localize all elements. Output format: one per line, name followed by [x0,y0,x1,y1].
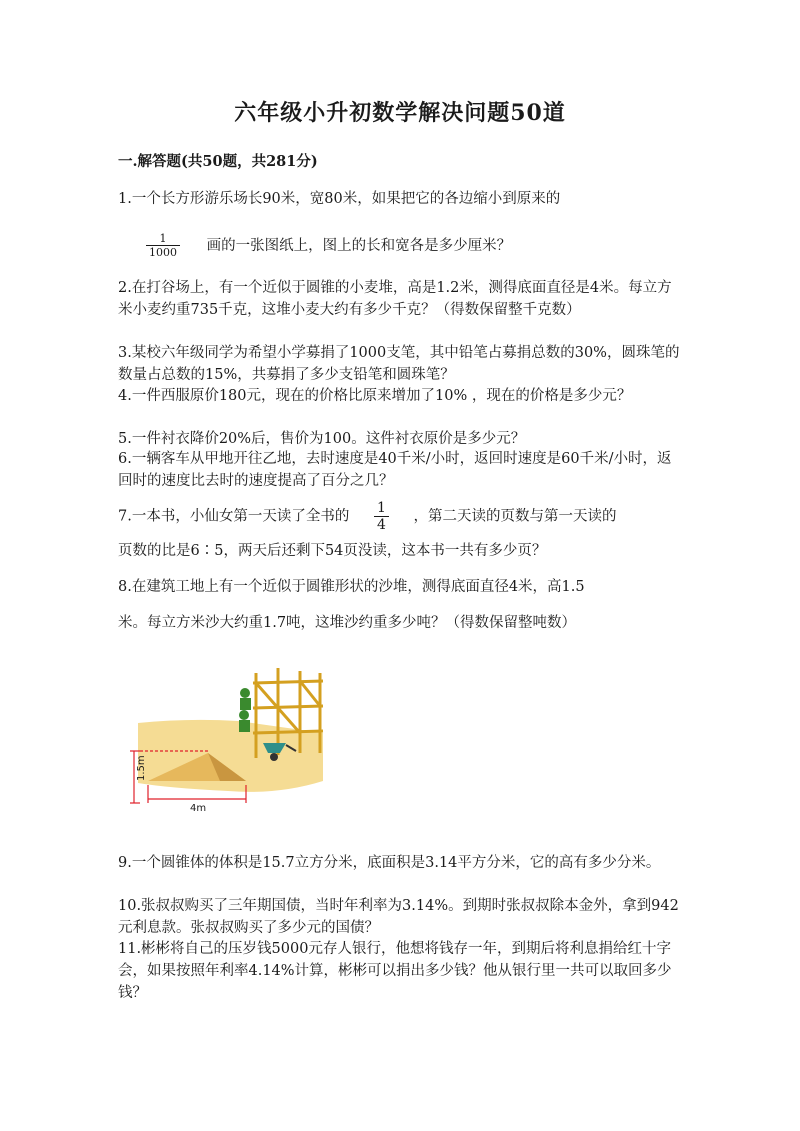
fraction-1-1000 [146,232,180,259]
question-9: 9.一个圆锥体的体积是15.7立方分米，底面积是3.14平方分米，它的高有多少分米。 [118,855,661,871]
question-10: 10.张叔叔购买了三年期国债，当时年利率为3.14%。到期时张叔叔除本金外，拿到942元利息款。张叔叔购买了多少元的国债？ [118,898,679,936]
page-title: 六年级小升初数学解决问题50道 [234,100,566,126]
width-label: 4m [190,803,207,813]
question-7-part2: ，第二天读的页数与第一天读的 [413,508,617,525]
question-1-line2 [140,232,511,259]
workers [239,688,251,732]
fraction-1-4 [374,500,389,533]
question-11: 11.彬彬将自己的压岁钱5000元存人银行，他想将钱存一年，到期后将利息捐给红十字会，如果按照年利率4.14%计算，彬彬可以捐出多少钱？他从银行里一共可以取回多少钱？ [118,941,672,1001]
fraction-denominator: 1000 [146,245,180,259]
question-7-part1: 7.一本书，小仙女第一天读了全书的 [118,508,350,525]
question-8-line2: 米。每立方米沙大约重1.7吨，这堆沙约重多少吨？（得数保留整吨数） [118,615,577,631]
question-2: 2.在打谷场上，有一个近似于圆锥的小麦堆，高是1.2米，测得底面直径是4米。每立方米小麦约重735千克，这堆小麦大约有多少千克？（得数保留整千克数） [118,280,672,318]
question-6: 6.一辆客车从甲地开往乙地，去时速度是40千米/小时，返回时速度是60千米/小时，返回时的速度比去时的速度提高了百分之几？ [118,451,672,489]
question-7-line2: 页数的比是6∶5，两天后还剩下54页没读，这本书一共有多少页？ [118,543,547,559]
height-label: 1.5m [136,755,147,781]
question-3: 3.某校六年级同学为希望小学募捐了1000支笔，其中铅笔占募捐总数的30%，圆珠笔的数量占总数的15%，共募捐了多少支铅笔和圆珠笔？ [118,345,680,383]
sand-pile-figure [128,663,328,813]
fraction-numerator: 1 [376,500,386,516]
question-8-line1: 8.在建筑工地上有一个近似于圆锥形状的沙堆，测得底面直径4米，高1.5 [118,579,585,595]
fraction-numerator: 1 [159,232,167,245]
fraction-denominator: 4 [374,516,389,533]
question-4: 4.一件西服原价180元，现在的价格比原来增加了10% ，现在的价格是多少元？ [118,388,632,404]
question-1-line1: 1.一个长方形游乐场长90米，宽80米，如果把它的各边缩小到原来的 [118,191,561,207]
question-1-text: 画的一张图纸上，图上的长和宽各是多少厘米？ [206,237,512,254]
section-heading: 一.解答题(共50题，共281分) [118,153,318,170]
question-5: 5.一件衬衣降价20%后，售价为100。这件衬衣原价是多少元？ [118,431,526,447]
construction-sand-illustration [128,663,328,813]
question-7-line1 [118,500,616,533]
